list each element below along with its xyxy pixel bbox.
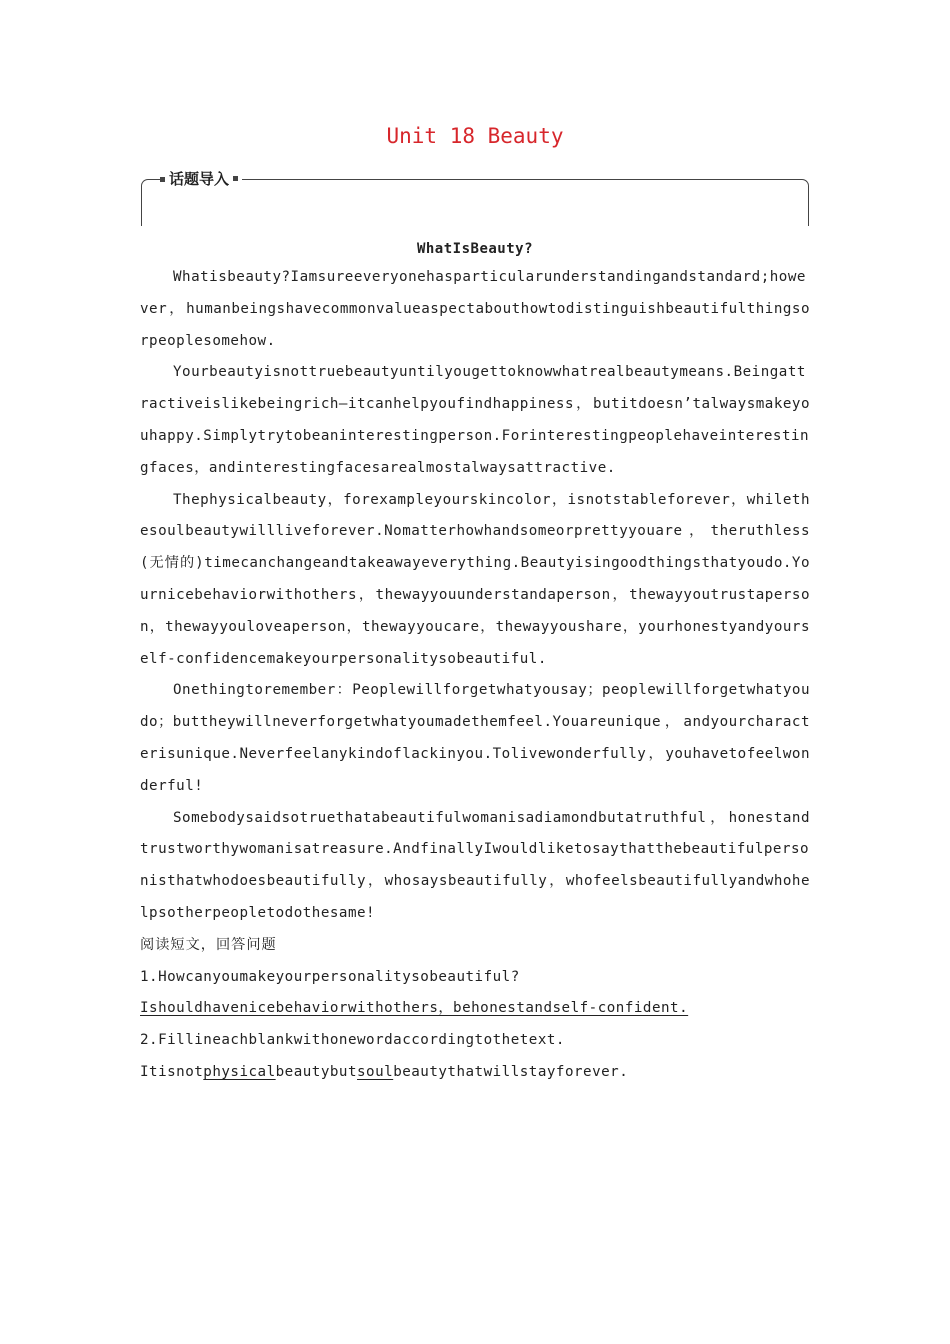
q2-part-1: Itisnot bbox=[140, 1063, 204, 1080]
instruction: 阅读短文，回答问题 bbox=[140, 936, 277, 953]
section-label bbox=[165, 168, 242, 189]
article-paragraph-2: Yourbeautyisnottruebeautyuntilyougettoknowwhatrealbeautymeans.Beingattractiveislikebeingrich—itcanhelpyoufindhappiness，butitdoesn’talwaysmakeyouhappy.Simplytrytobeaninterestingperson.Forinterestingpeoplehaveinterestingfaces，andinterestingfacesarealmostalwaysattractive. bbox=[140, 364, 810, 476]
section-label-text: 话题导入 bbox=[169, 170, 230, 188]
q2-part-2: beautybut bbox=[275, 1063, 358, 1080]
question-1: 1.Howcanyoumakeyourpersonalitysobeautiful? bbox=[140, 968, 520, 985]
article-paragraph-5: Somebodysaidsotruethatabeautifulwomanisadiamondbutatruthful，honestandtrustworthywomanisatreasure.AndfinallyIwouldliketosaythatthebeautifulpersonisthatwhodoesbeautifully，whosaysbeautifully，whofeelsbeautifullyandwhohelpsotherpeopletodothesame! bbox=[140, 809, 810, 921]
article-paragraph-4: Onethingtoremember：Peoplewillforgetwhatyousay；peoplewillforgetwhatyoudo；buttheywillneverforgetwhatyoumadethemfeel.Youareunique，andyourcharacterisunique.Neverfeelanykindoflackinyou.Tolivewonderfully，youhavetofeelwonderful! bbox=[140, 682, 810, 794]
square-marker-icon bbox=[233, 176, 238, 181]
question-2: 2.Fillineachblankwithonewordaccordingtothetext. bbox=[140, 1032, 565, 1049]
answer-1: Ishouldhavenicebehaviorwithothers，behonestandself-confident. bbox=[140, 1000, 689, 1017]
article-paragraph-3: Thephysicalbeauty，forexampleyourskincolor，isnotstableforever，whilethesoulbeautywillliveforever.Nomatterhowhandsomeorprettyyouare，theruthless(无情的)timecanchangeandtakeawayeverything.Beautyisingoodthingsthatyoudo.Yournicebehaviorwithothers，thewayyouunderstandaperson，thewayyoutrustaperson，thewayyouloveaperson，thewayyoucare，thewayyoushare，yourhonestyandyourself-confidencemakeyourpersonalitysobeautiful. bbox=[140, 491, 810, 667]
article-paragraph-1: Whatisbeauty?Iamsureeveryonehasparticularunderstandingandstandard;however，humanbeingshavecommonvalueaspectabouthowtodistinguishbeautifulthingsorpeoplesomehow. bbox=[140, 269, 810, 349]
article-body bbox=[140, 236, 810, 1089]
blank-answer-1: physical bbox=[203, 1063, 276, 1080]
question-2-sentence bbox=[140, 1057, 810, 1089]
unit-title: Unit 18 Beauty bbox=[386, 124, 564, 148]
blank-answer-2: soul bbox=[357, 1063, 394, 1080]
article-title: WhatIsBeauty? bbox=[416, 241, 534, 257]
q2-part-3: beautythatwillstayforever. bbox=[393, 1063, 629, 1080]
